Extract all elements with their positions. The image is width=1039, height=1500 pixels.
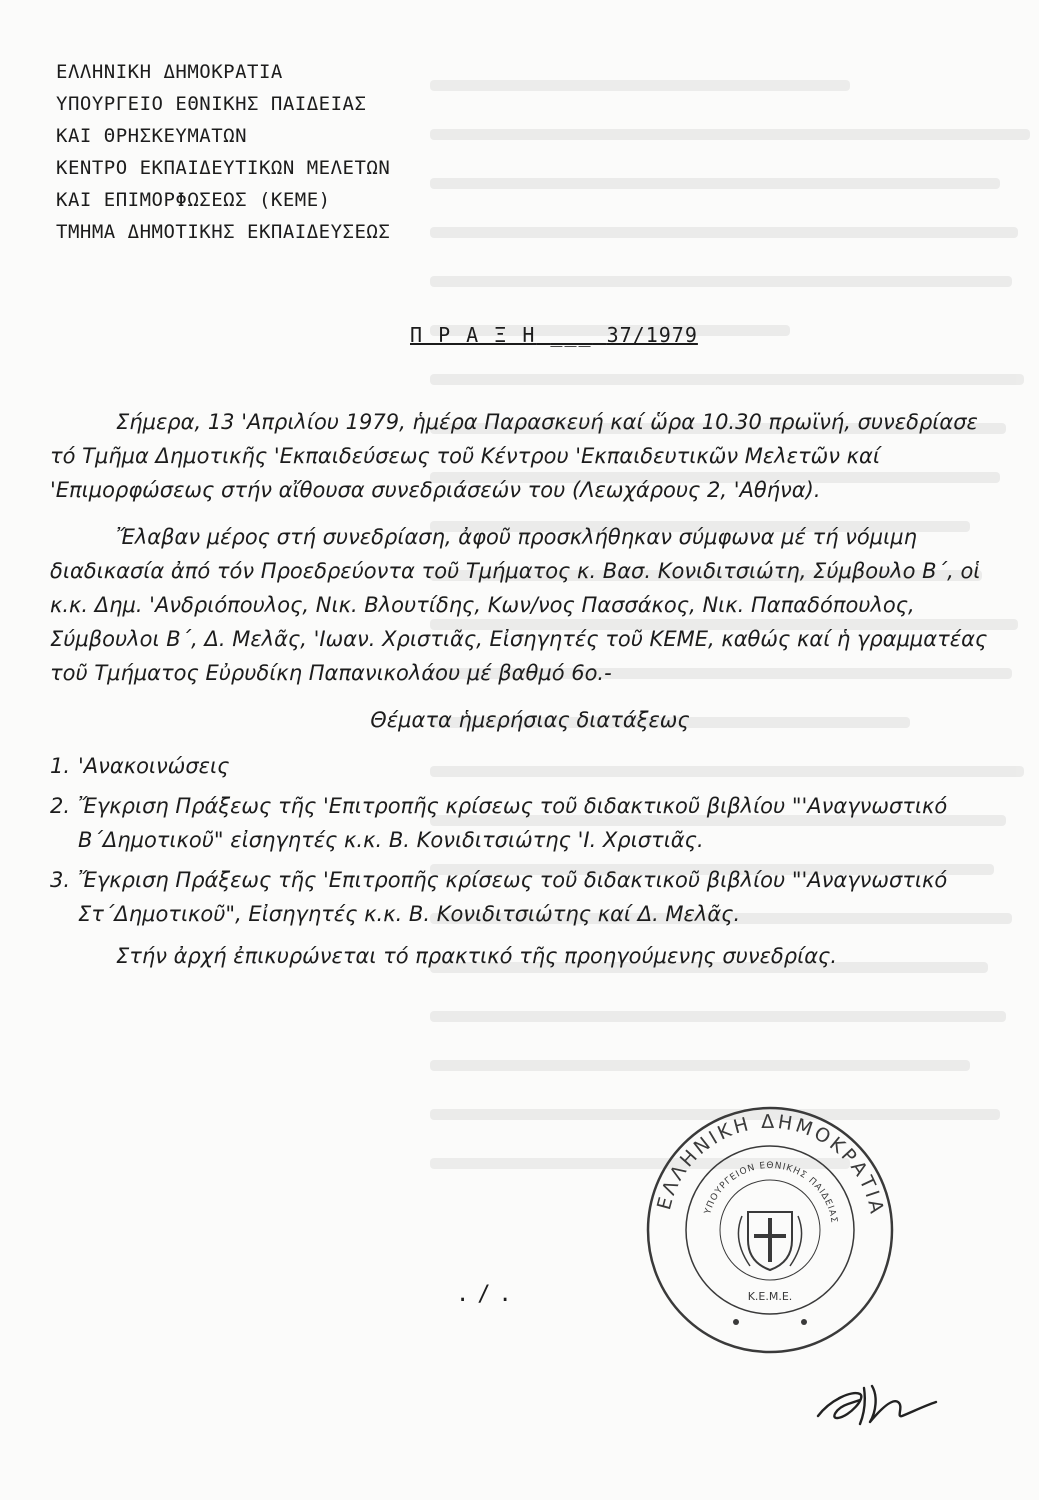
coat-of-arms-icon xyxy=(738,1212,801,1270)
participants-paragraph: Ἔλαβαν μέρος στή συνεδρίαση, ἀφοῦ προσκλήθηκαν σύμφωνα μέ τή νόμιμη διαδικασία ἀπό τόν Προεδρεύοντα τοῦ Τμήματος κ. Βασ. Κονιδιτσιώτη, Σύμβουλο Β΄, οἱ κ.κ. Δημ. 'Ανδριόπουλος, Νικ. Βλουτίδης, Κων/νος Πασσάκος, Νικ. Παπαδόπουλος, Σύμβουλοι Β΄, Δ. Μελᾶς, 'Ιωαν. Χριστιᾶς, Εἰσηγητές τοῦ ΚΕΜΕ, καθώς καί ἡ γραμματέας τοῦ Τμήματος Εὐρυδίκη Παπανικολάου μέ βαθμό 6ο.- xyxy=(50,525,988,685)
agenda-item xyxy=(50,749,1010,783)
seal-inner-text: ΥΠΟΥΡΓΕΙΟΝ ΕΘΝΙΚΗΣ ΠΑΙΔΕΙΑΣ xyxy=(703,1160,839,1225)
header-line: ΚΑΙ ΘΡΗΣΚΕΥΜΑΤΩΝ xyxy=(56,125,248,147)
letterhead xyxy=(56,56,390,248)
agenda-item-number: 3. xyxy=(50,868,71,892)
closing-paragraph: Στήν ἀρχή ἐπικυρώνεται τό πρακτικό τῆς προηγούμενης συνεδρίας. xyxy=(116,944,838,968)
continuation-mark: ./. xyxy=(456,1282,520,1307)
agenda-item xyxy=(50,863,1010,931)
agenda-item xyxy=(50,789,1010,857)
opening-paragraph: Σήμερα, 13 'Απριλίου 1979, ἡμέρα Παρασκευή καί ὥρα 10.30 πρωϊνή, συνεδρίασε τό Τμῆμα Δημοτικῆς 'Εκπαιδεύσεως τοῦ Κέντρου 'Εκπαιδευτικῶν Μελετῶν καί 'Επιμορφώσεως στήν αἴθουσα συνεδριάσεών του (Λεωχάρους 2, 'Αθήνα). xyxy=(50,410,978,502)
header-line: ΚΕΝΤΡΟ ΕΚΠΑΙΔΕΥΤΙΚΩΝ ΜΕΛΕΤΩΝ xyxy=(56,157,391,179)
document-title: Π Ρ Α Ξ Η ___ 37/1979 xyxy=(410,323,698,347)
agenda-item-text: 'Ανακοινώσεις xyxy=(78,754,230,778)
header-line: ΚΑΙ ΕΠΙΜΟΡΦΩΣΕΩΣ (ΚΕΜΕ) xyxy=(56,189,331,211)
act-number: 37/1979 xyxy=(606,323,698,347)
agenda-item-number: 1. xyxy=(50,754,71,778)
title-label: Π Ρ Α Ξ Η xyxy=(410,323,537,347)
official-seal-icon xyxy=(640,1100,900,1360)
agenda-item-number: 2. xyxy=(50,794,71,818)
agenda-title: Θέματα ἡμερήσιας διατάξεως xyxy=(370,708,690,732)
header-line: ΥΠΟΥΡΓΕΙΟ ΕΘΝΙΚΗΣ ΠΑΙΔΕΙΑΣ xyxy=(56,93,367,115)
document-body xyxy=(50,405,1010,994)
agenda-item-text: Ἔγκριση Πράξεως τῆς 'Επιτροπῆς κρίσεως τοῦ διδακτικοῦ βιβλίου "'Αναγνωστικό Β΄Δημοτικοῦ" εἰσηγητές κ.κ. Β. Κονιδιτσιώτης 'Ι. Χριστιᾶς. xyxy=(78,794,948,852)
seal-outer-text: ΕΛΛΗΝΙΚΗ ΔΗΜΟΚΡΑΤΙΑ xyxy=(653,1110,889,1219)
svg-text:ΥΠΟΥΡΓΕΙΟΝ ΕΘΝΙΚΗΣ ΠΑΙΔΕΙΑΣ xyxy=(703,1161,839,1224)
agenda-item-text: Ἔγκριση Πράξεως τῆς 'Επιτροπῆς κρίσεως τοῦ διδακτικοῦ βιβλίου "'Αναγνωστικό Στ΄Δημοτικοῦ", Εἰσηγητές κ.κ. Β. Κονιδιτσιώτης καί Δ. Μελᾶς. xyxy=(78,868,948,926)
header-line: ΤΜΗΜΑ ΔΗΜΟΤΙΚΗΣ ΕΚΠΑΙΔΕΥΣΕΩΣ xyxy=(56,221,391,243)
seal-bottom-text: Κ.Ε.Μ.Ε. xyxy=(747,1290,793,1303)
header-line: ΕΛΛΗΝΙΚΗ ΔΗΜΟΚΡΑΤΙΑ xyxy=(56,61,283,83)
signature-icon xyxy=(800,1372,950,1432)
